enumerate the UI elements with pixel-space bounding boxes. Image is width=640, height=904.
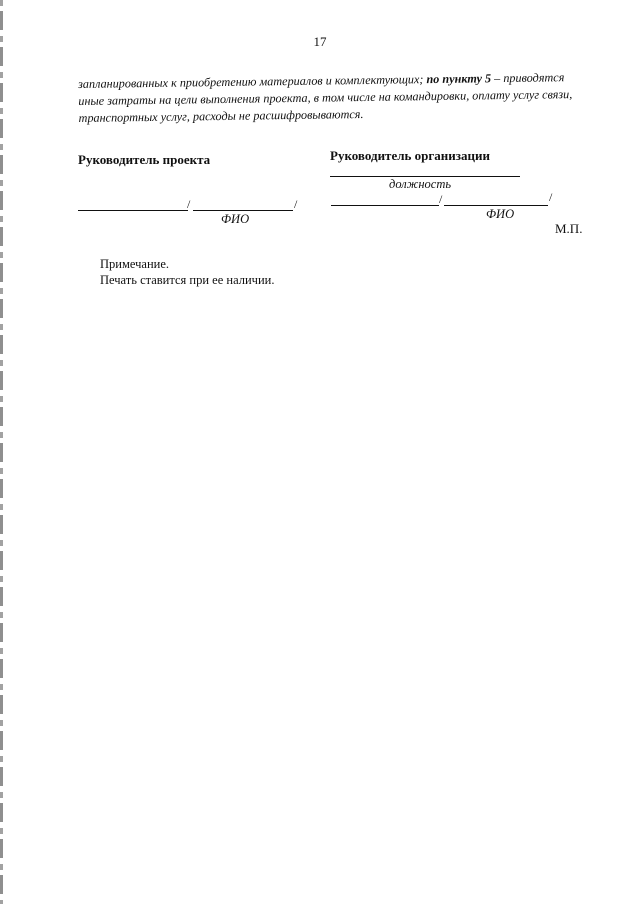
slash-separator: / xyxy=(439,192,443,206)
paragraph-line-3: транспортных услуг, расходы не расшифровываются. xyxy=(78,107,364,125)
note-text: Печать ставится при ее наличии. xyxy=(100,273,275,287)
organization-head-title: Руководитель организации xyxy=(330,148,490,163)
paragraph-bold-item: по пункту 5 xyxy=(426,71,492,87)
slash-separator: / xyxy=(294,197,298,211)
slash-separator: / xyxy=(187,197,191,211)
note-block xyxy=(100,256,274,288)
position-caption: должность xyxy=(389,177,452,191)
project-head-name-line[interactable] xyxy=(193,210,293,211)
paragraph-line-2: иные затраты на цели выполнения проекта, в том числе на командировки, оплату услуг связи, xyxy=(78,87,573,108)
note-heading: Примечание. xyxy=(100,257,170,271)
organization-head-name-caption: ФИО xyxy=(486,207,515,221)
project-head-title: Руководитель проекта xyxy=(78,152,211,167)
seal-place-mark: М.П. xyxy=(555,221,583,236)
paragraph-line-1-end: – приводятся xyxy=(494,70,565,86)
project-head-signature-line[interactable] xyxy=(78,210,188,211)
body-paragraph xyxy=(78,69,599,127)
slash-separator: / xyxy=(549,190,553,204)
project-head-name-caption: ФИО xyxy=(221,212,250,226)
organization-head-name-line[interactable] xyxy=(444,205,548,206)
organization-head-signature-line[interactable] xyxy=(331,205,439,206)
paragraph-line-1-start: запланированных к приобретению материалов и комплектующих; xyxy=(78,72,424,91)
scan-edge-artifact xyxy=(0,0,3,904)
page-number: 17 xyxy=(313,34,327,49)
